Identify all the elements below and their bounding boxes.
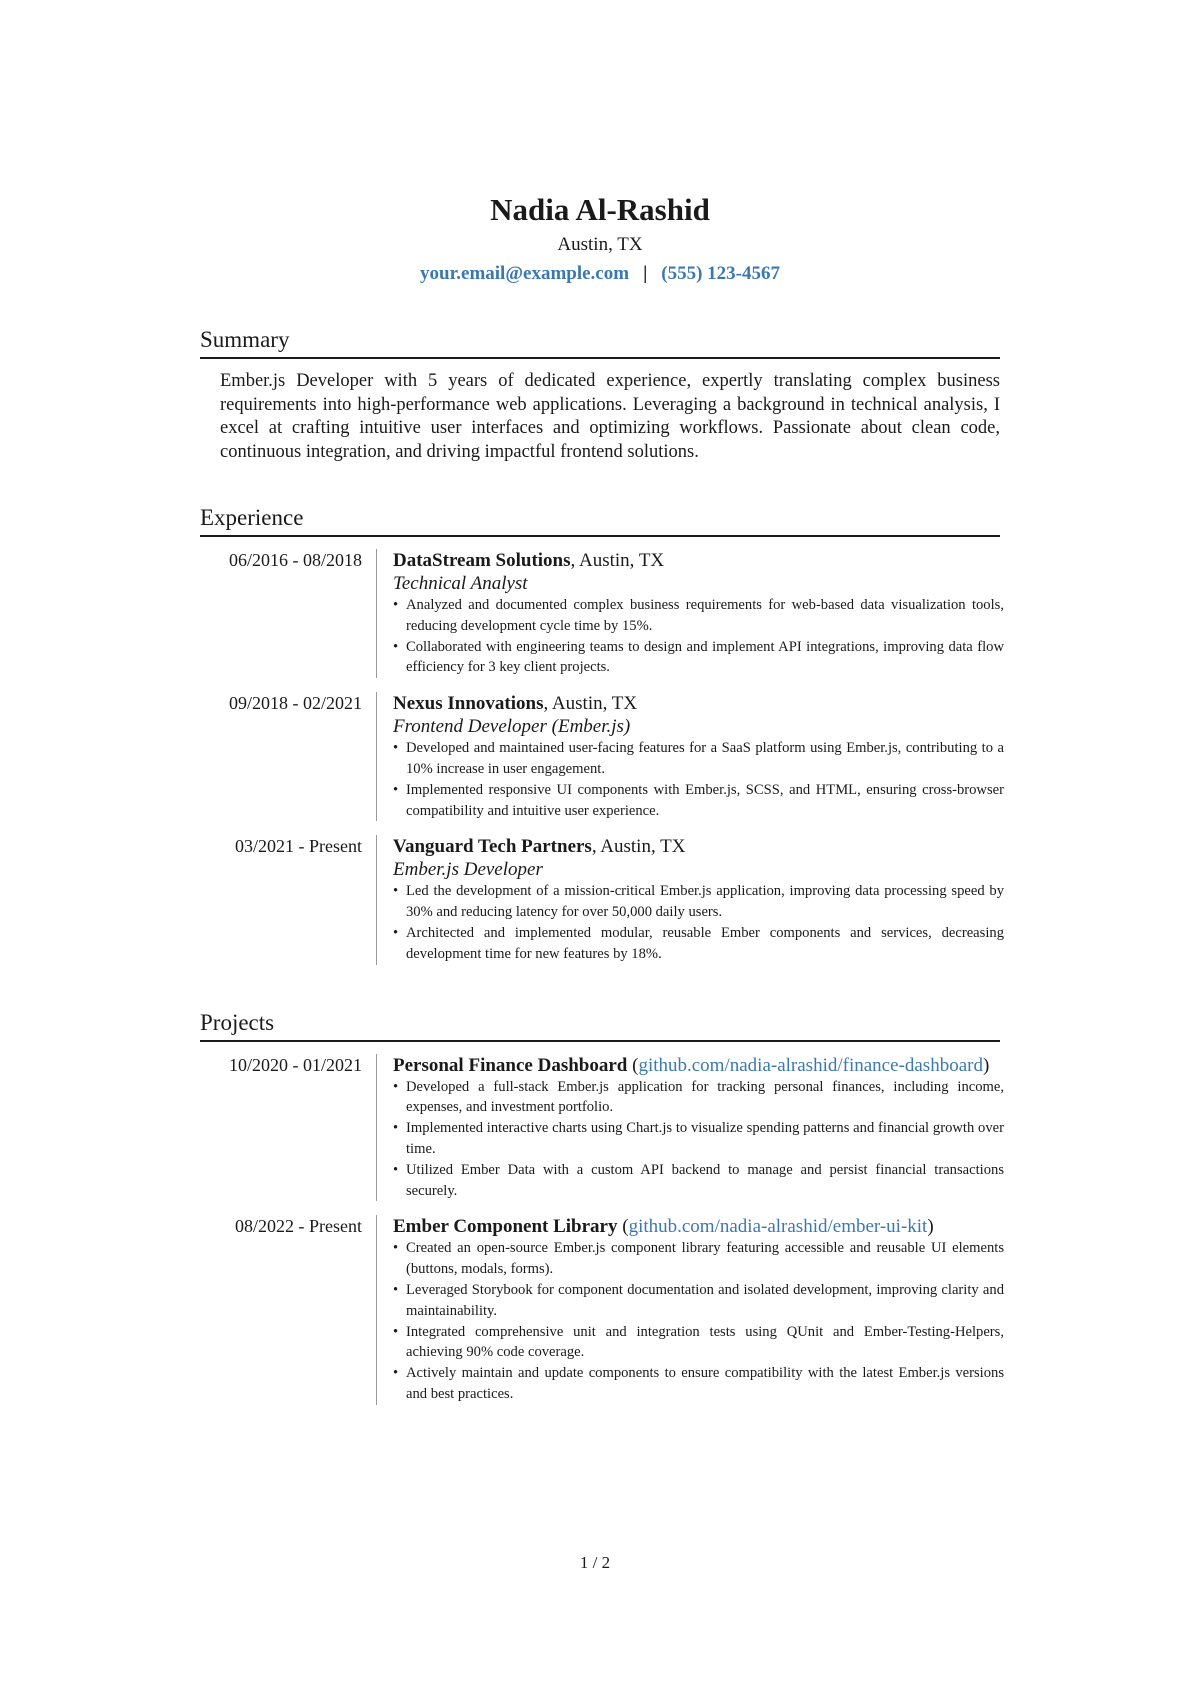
experience-entry (200, 549, 1004, 678)
entry-body (376, 835, 1004, 964)
entry-heading (393, 835, 1004, 858)
candidate-name: Nadia Al-Rashid (490, 192, 710, 227)
job-title: Ember.js Developer (393, 859, 543, 881)
bullet-item: • Implemented responsive UI components with Ember.js, SCSS, and HTML, ensuring cross-browser compatibility and intuitive user experience. (393, 780, 1004, 822)
bullet-list (393, 881, 1004, 964)
link-open-paren: ( (627, 1054, 639, 1076)
entry-heading (393, 1054, 1004, 1077)
entry-date: 10/2020 - 01/2021 (229, 1054, 362, 1075)
bullet-item: • Architected and implemented modular, reusable Ember components and services, decreasing development time for new features by 18%. (393, 923, 1004, 965)
entry-body (376, 1054, 1004, 1202)
experience-heading: Experience (200, 504, 1000, 537)
experience-entry (200, 835, 1004, 964)
bullet-item: • Led the development of a mission-critical Ember.js application, improving data processing speed by 30% and reducing latency for over 50,000 daily users. (393, 881, 1004, 923)
bullet-item: • Analyzed and documented complex business requirements for web-based data visualization tools, reducing development cycle time by 15%. (393, 595, 1004, 637)
link-close-paren: ) (982, 1054, 990, 1076)
bullet-item: • Developed and maintained user-facing features for a SaaS platform using Ember.js, contributing to a 10% increase in user engagement. (393, 738, 1004, 780)
projects-list (200, 1054, 1004, 1405)
entry-body (376, 692, 1004, 821)
contact-separator: | (643, 263, 648, 284)
entry-heading (393, 692, 1004, 715)
company-name: Nexus Innovations (393, 693, 544, 715)
phone-link[interactable]: (555) 123-4567 (661, 263, 780, 284)
bullet-list (393, 1077, 1004, 1202)
experience-list (200, 549, 1004, 965)
candidate-location: Austin, TX (557, 234, 643, 255)
page-number: 1 / 2 (579, 1553, 611, 1572)
project-link[interactable]: github.com/nadia-alrashid/finance-dashboard (638, 1054, 983, 1076)
bullet-list (393, 1238, 1004, 1404)
company-location: , Austin, TX (543, 693, 638, 715)
entry-date: 03/2021 - Present (235, 836, 362, 857)
project-entry (200, 1215, 1004, 1404)
company-name: DataStream Solutions (393, 550, 571, 571)
bullet-item: • Leveraged Storybook for component documentation and isolated development, improving clarity and maintainability. (393, 1280, 1004, 1322)
company-location: , Austin, TX (591, 836, 686, 858)
projects-heading: Projects (200, 1009, 1000, 1042)
bullet-item: • Collaborated with engineering teams to design and implement API integrations, improving data flow efficiency for 3 key client projects. (393, 637, 1004, 679)
entry-heading (393, 1215, 1004, 1238)
link-close-paren: ) (927, 1216, 934, 1238)
job-title: Technical Analyst (393, 573, 528, 594)
link-open-paren: ( (617, 1216, 629, 1238)
summary-text: Ember.js Developer with 5 years of dedicated experience, expertly translating complex business requirements into high-performance web applications. Leveraging a background in technical analysis, I excel at crafting intuitive user interfaces and optimizing workflows. Passionate about clean code, continuous integration, and driving impactful frontend solutions. (220, 371, 1000, 462)
experience-entry (200, 692, 1004, 821)
entry-date: 09/2018 - 02/2021 (229, 693, 362, 714)
resume-page (200, 190, 1004, 1419)
bullet-item: • Utilized Ember Data with a custom API backend to manage and persist financial transactions securely. (393, 1160, 1004, 1202)
bullet-item: • Developed a full-stack Ember.js application for tracking personal finances, including income, expenses, and investment portfolio. (393, 1077, 1004, 1119)
entry-body (376, 549, 1004, 678)
experience-section (200, 504, 1004, 965)
email-link[interactable]: your.email@example.com (420, 263, 630, 284)
entry-body (376, 1215, 1004, 1404)
bullet-list (393, 595, 1004, 678)
company-name: Vanguard Tech Partners (393, 836, 592, 858)
summary-heading: Summary (200, 326, 1000, 359)
contact-line (200, 262, 1000, 286)
company-location: , Austin, TX (570, 550, 665, 571)
entry-heading (393, 549, 1004, 572)
entry-date: 08/2022 - Present (235, 1216, 362, 1237)
projects-section (200, 1009, 1004, 1405)
bullet-item: • Actively maintain and update components to ensure compatibility with the latest Ember.js versions and best practices. (393, 1363, 1004, 1405)
bullet-item: • Integrated comprehensive unit and integration tests using QUnit and Ember-Testing-Helpers, achieving 90% code coverage. (393, 1322, 1004, 1364)
entry-date: 06/2016 - 08/2018 (229, 550, 362, 570)
bullet-item: • Implemented interactive charts using Chart.js to visualize spending patterns and financial growth over time. (393, 1118, 1004, 1160)
project-name: Personal Finance Dashboard (393, 1054, 628, 1076)
project-name: Ember Component Library (393, 1216, 618, 1238)
project-link[interactable]: github.com/nadia-alrashid/ember-ui-kit (628, 1216, 928, 1238)
project-entry (200, 1054, 1004, 1202)
job-title: Frontend Developer (Ember.js) (393, 716, 631, 738)
bullet-item: • Created an open-source Ember.js component library featuring accessible and reusable UI elements (buttons, modals, forms). (393, 1238, 1004, 1280)
summary-section (200, 326, 1000, 464)
bullet-list (393, 738, 1004, 821)
